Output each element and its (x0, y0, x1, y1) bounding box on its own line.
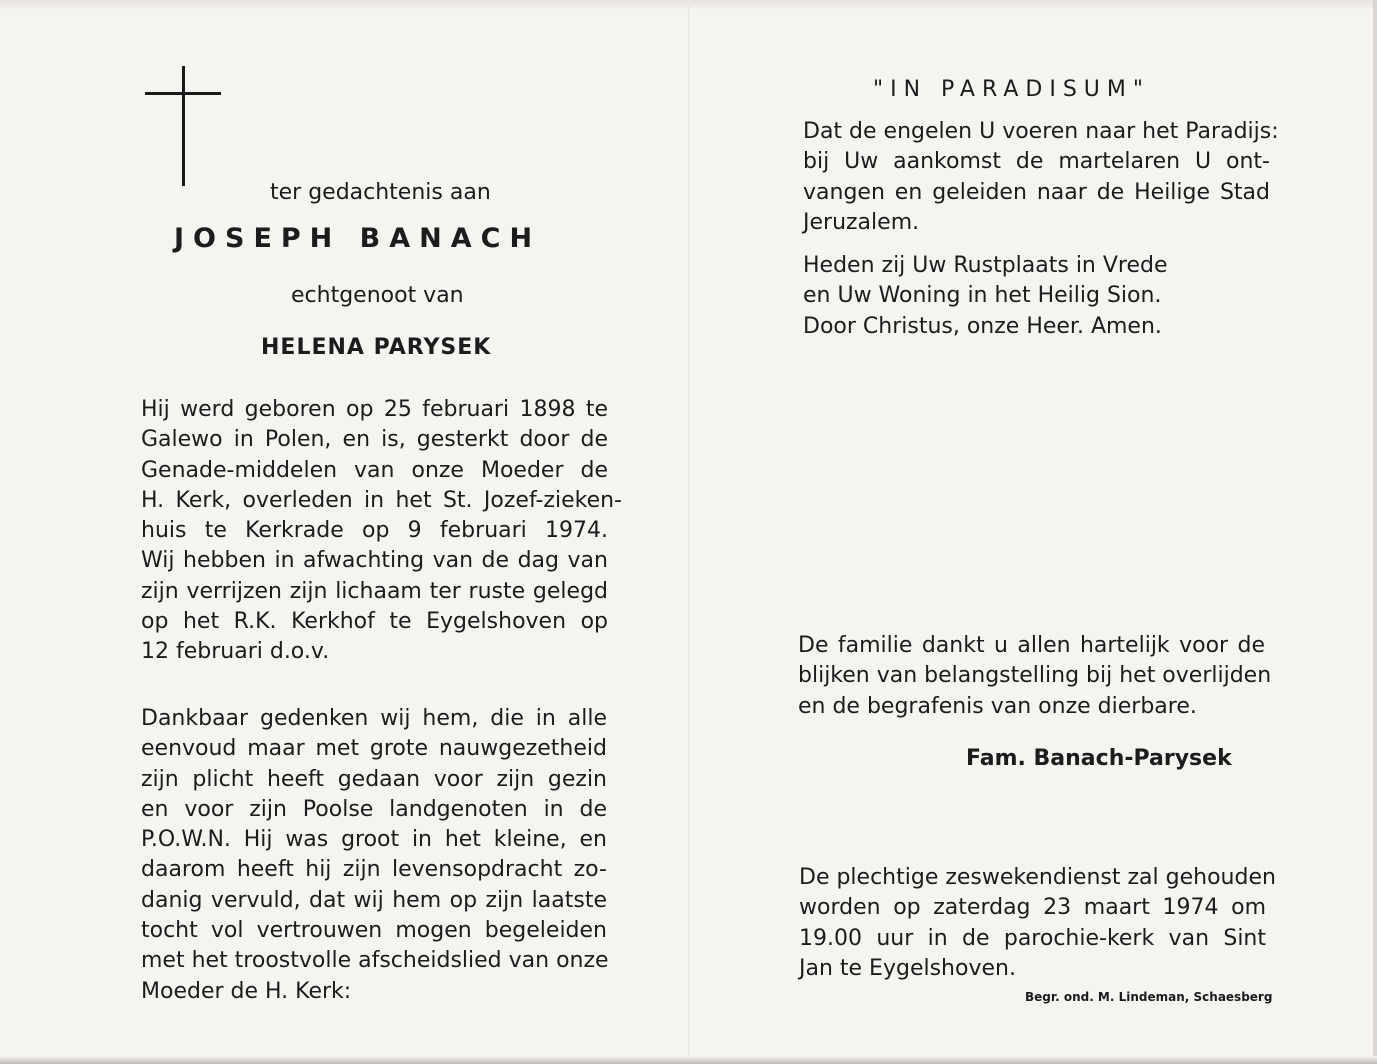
printer-credit: Begr. ond. M. Lindeman, Schaesberg (1025, 990, 1273, 1004)
service-line: worden op zaterdag 23 maart 1974 om (799, 895, 1266, 921)
cross-horizontal-bar (145, 92, 221, 95)
remembrance-line: daarom heeft hij zijn levensopdracht zo- (141, 857, 607, 883)
family-signature: Fam. Banach-Parysek (966, 746, 1232, 771)
family-thanks-line: en de begrafenis van onze dierbare. (798, 693, 1197, 719)
prayer-paragraph (803, 117, 1279, 238)
biography-line: zijn verrijzen zijn lichaam ter ruste gelegd (141, 578, 608, 604)
remembrance-line: zijn plicht heeft gedaan voor zijn gezin (141, 766, 607, 792)
remembrance-line: tocht vol vertrouwen mogen begeleiden (141, 918, 607, 944)
card-bottom-edge (0, 1056, 1377, 1064)
prayer-closing-line: en Uw Woning in het Heilig Sion. (803, 283, 1162, 309)
family-thanks-line: blijken van belangstelling bij het overlijden (798, 663, 1272, 689)
remembrance-line: Moeder de H. Kerk: (141, 978, 352, 1004)
remembrance-line: met het troostvolle afscheidslied van onze (141, 948, 609, 974)
prayer-line: bij Uw aankomst de martelaren U ont- (803, 149, 1270, 175)
prayer-closing-paragraph (803, 251, 1168, 342)
service-line: Jan te Eygelshoven. (799, 955, 1016, 981)
biography-line: Genade-middelen van onze Moeder de (141, 457, 608, 483)
prayer-closing-line: Door Christus, onze Heer. Amen. (803, 313, 1162, 339)
biography-paragraph (141, 395, 622, 668)
spouse-name: HELENA PARYSEK (261, 335, 492, 360)
biography-line: Wij hebben in afwachting van de dag van (141, 548, 608, 574)
biography-line: huis te Kerkrade op 9 februari 1974. (141, 518, 608, 544)
remembrance-line: en voor zijn Poolse landgenoten in de (141, 796, 607, 822)
biography-line: H. Kerk, overleden in het St. Jozef-zieken- (141, 487, 622, 513)
card-right-edge (1373, 0, 1377, 1064)
remembrance-line: danig vervuld, dat wij hem op zijn laatste (141, 887, 607, 913)
deceased-name: JOSEPH BANACH (174, 223, 542, 254)
cross-vertical-bar (182, 66, 185, 186)
biography-line: 12 februari d.o.v. (141, 639, 330, 665)
memorial-intro: ter gedachtenis aan (270, 180, 491, 205)
prayer-title: "IN PARADISUM" (873, 77, 1151, 102)
remembrance-line: P.O.W.N. Hij was groot in het kleine, en (141, 827, 607, 853)
biography-line: Hij werd geboren op 25 februari 1898 te (141, 397, 608, 422)
biography-line: op het R.K. Kerkhof te Eygelshoven op (141, 609, 608, 635)
prayer-closing-line: Heden zij Uw Rustplaats in Vrede (803, 253, 1168, 278)
family-thanks-paragraph (798, 631, 1272, 722)
service-line: De plechtige zeswekendienst zal gehouden (799, 865, 1276, 890)
remembrance-line: eenvoud maar met grote nauwgezetheid (141, 736, 607, 762)
service-paragraph (799, 863, 1276, 984)
biography-line: Galewo in Polen, en is, gesterkt door de (141, 427, 608, 453)
service-line: 19.00 uur in de parochie-kerk van Sint (799, 925, 1266, 951)
prayer-line: Jeruzalem. (803, 209, 920, 235)
remembrance-line: Dankbaar gedenken wij hem, die in alle (141, 706, 607, 731)
remembrance-paragraph (141, 704, 607, 1007)
card-fold (688, 0, 690, 1064)
prayer-line: vangen en geleiden naar de Heilige Stad (803, 179, 1270, 205)
family-thanks-line: De familie dankt u allen hartelijk voor de (798, 633, 1265, 658)
spouse-label: echtgenoot van (291, 283, 464, 308)
prayer-line: Dat de engelen U voeren naar het Paradijs: (803, 119, 1279, 144)
